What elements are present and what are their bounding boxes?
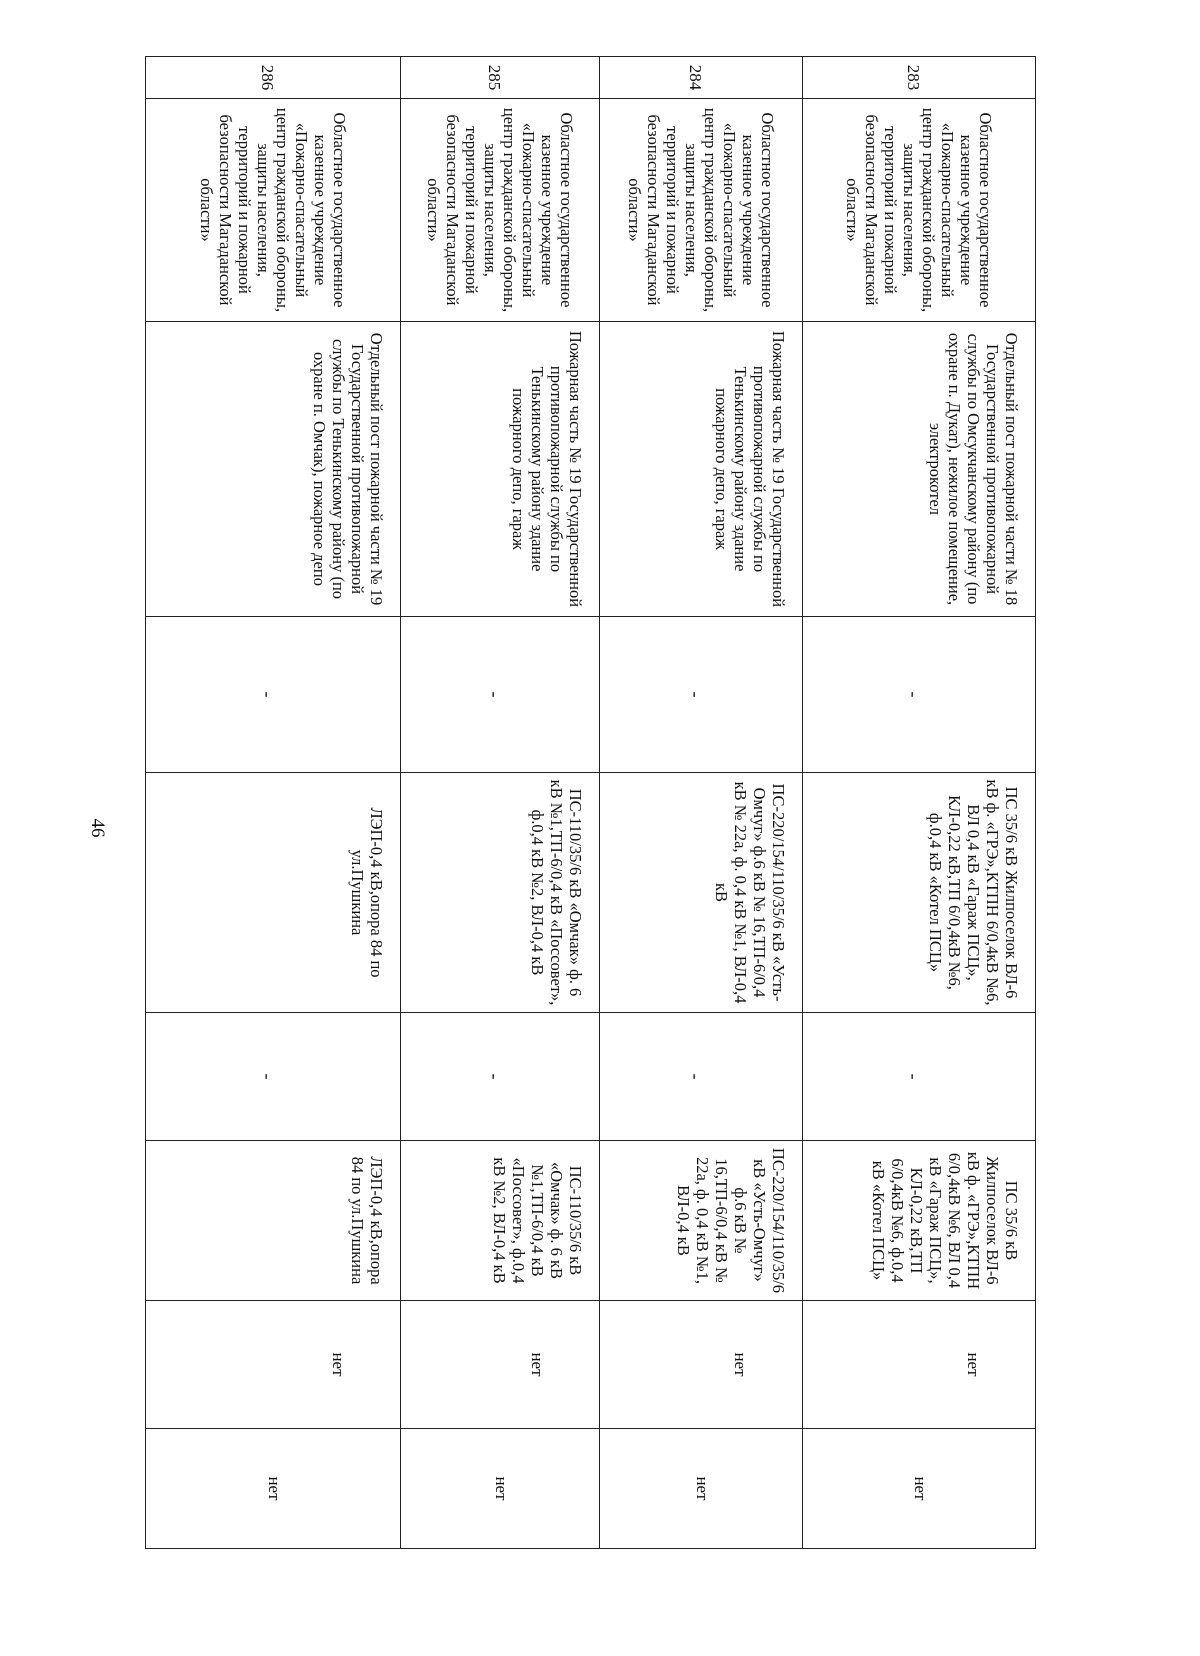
supply-cell: ЛЭП-0,4 кВ,опора 84 по ул.Пушкина — [146, 773, 401, 1013]
supply-cell: ПС-110/35/6 кВ «Омчак» ф. 6 кВ №1,ТП-6/0,4 кВ «Поссовет», ф.0,4 кВ №2, ВЛ-0,4 кВ — [401, 773, 600, 1013]
no-cell — [146, 1429, 401, 1549]
no-cell — [600, 1301, 803, 1429]
no-value: нет — [265, 1476, 285, 1501]
no-cell — [401, 1429, 600, 1549]
dash-cell: - — [401, 617, 600, 773]
supply-cell: ЛЭП-0,4 кВ,опора 84 по ул.Пушкина — [146, 1141, 401, 1301]
supply-cell: ПС-220/154/110/35/6 кВ «Усть-Омчуг» ф.6 кВ № 16,ТП-6/0,4 кВ № 22а, ф. 0,4 кВ №1, ВЛ-0,4 кВ — [600, 1141, 803, 1301]
row-number: 285 — [401, 57, 600, 99]
object-cell: Пожарная часть № 19 Государственной противопожарной службы по Тенькинскому району здание пожарного депо, гараж — [600, 322, 803, 617]
dash-cell: - — [146, 1013, 401, 1141]
organization-cell: Областное государственное казенное учреждение «Пожарно-спасательный центр гражданской обороны, защиты населения, территорий и пожарной безопасности Магаданской области» — [803, 99, 1036, 322]
no-value: нет — [693, 1476, 713, 1501]
dash-cell: - — [803, 1013, 1036, 1141]
no-value: нет — [964, 1352, 983, 1377]
supply-cell: ПС-220/154/110/35/6 кВ «Усть-Омчуг» ф.6 кВ № 16,ТП-6/0,4 кВ № 22а, ф. 0,4 кВ №1, ВЛ-0,4 кВ — [600, 773, 803, 1013]
no-cell — [803, 1301, 1036, 1429]
page-number: 46 — [87, 818, 108, 838]
no-value: нет — [731, 1352, 750, 1377]
table-row — [146, 57, 401, 1549]
no-value: нет — [911, 1476, 931, 1501]
table-row — [600, 57, 803, 1549]
object-cell: Отдельный пост пожарной части № 19 Государственной противопожарной службы по Тенькинскому району (по охране п. Омчак), пожарное депо — [146, 322, 401, 617]
dash-cell: - — [803, 617, 1036, 773]
no-cell — [803, 1429, 1036, 1549]
no-value: нет — [329, 1352, 348, 1377]
no-value: нет — [492, 1476, 512, 1501]
row-number: 283 — [803, 57, 1036, 99]
table-row — [803, 57, 1036, 1549]
organization-cell: Областное государственное казенное учреждение «Пожарно-спасательный центр гражданской обороны, защиты населения, территорий и пожарной безопасности Магаданской области» — [401, 99, 600, 322]
data-table — [145, 56, 1036, 1549]
dash-cell: - — [401, 1013, 600, 1141]
dash-cell: - — [600, 617, 803, 773]
dash-cell: - — [600, 1013, 803, 1141]
organization-cell: Областное государственное казенное учреждение «Пожарно-спасательный центр гражданской обороны, защиты населения, территорий и пожарной безопасности Магаданской области» — [146, 99, 401, 322]
no-value: нет — [528, 1352, 547, 1377]
row-number: 284 — [600, 57, 803, 99]
object-cell: Отдельный пост пожарной части № 18 Государственной противопожарной службы по Омсукчанскому району (по охране п. Дукат), нежилое помещение, электрокотел — [803, 322, 1036, 617]
organization-cell: Областное государственное казенное учреждение «Пожарно-спасательный центр гражданской обороны, защиты населения, территорий и пожарной безопасности Магаданской области» — [600, 99, 803, 322]
supply-cell: ПС-110/35/6 кВ «Омчак» ф. 6 кВ №1,ТП-6/0,4 кВ «Поссовет», ф.0,4 кВ №2, ВЛ-0,4 кВ — [401, 1141, 600, 1301]
no-cell — [401, 1301, 600, 1429]
rotated-table-frame — [146, 56, 1036, 1548]
table-area — [146, 56, 1036, 1548]
no-cell — [146, 1301, 401, 1429]
supply-cell: ПС 35/6 кВ Жилпоселок ВЛ-6 кВ ф. «ГРЭ»,КТПН 6/0,4кВ №6, ВЛ 0,4 кВ «Гараж ПСЦ», КЛ-0,22 кВ,ТП 6/0,4кВ №6, ф.0,4 кВ «Котел ПСЦ» — [803, 773, 1036, 1013]
object-cell: Пожарная часть № 19 Государственной противопожарной службы по Тенькинскому району здание пожарного депо, гараж — [401, 322, 600, 617]
dash-cell: - — [146, 617, 401, 773]
row-number: 286 — [146, 57, 401, 99]
supply-cell: ПС 35/6 кВ Жилпоселок ВЛ-6 кВ ф. «ГРЭ»,КТПН 6/0,4кВ №6, ВЛ 0,4 кВ «Гараж ПСЦ», КЛ-0,22 кВ,ТП 6/0,4кВ №6, ф.0,4 кВ «Котел ПСЦ» — [803, 1141, 1036, 1301]
no-cell — [600, 1429, 803, 1549]
table-row — [401, 57, 600, 1549]
